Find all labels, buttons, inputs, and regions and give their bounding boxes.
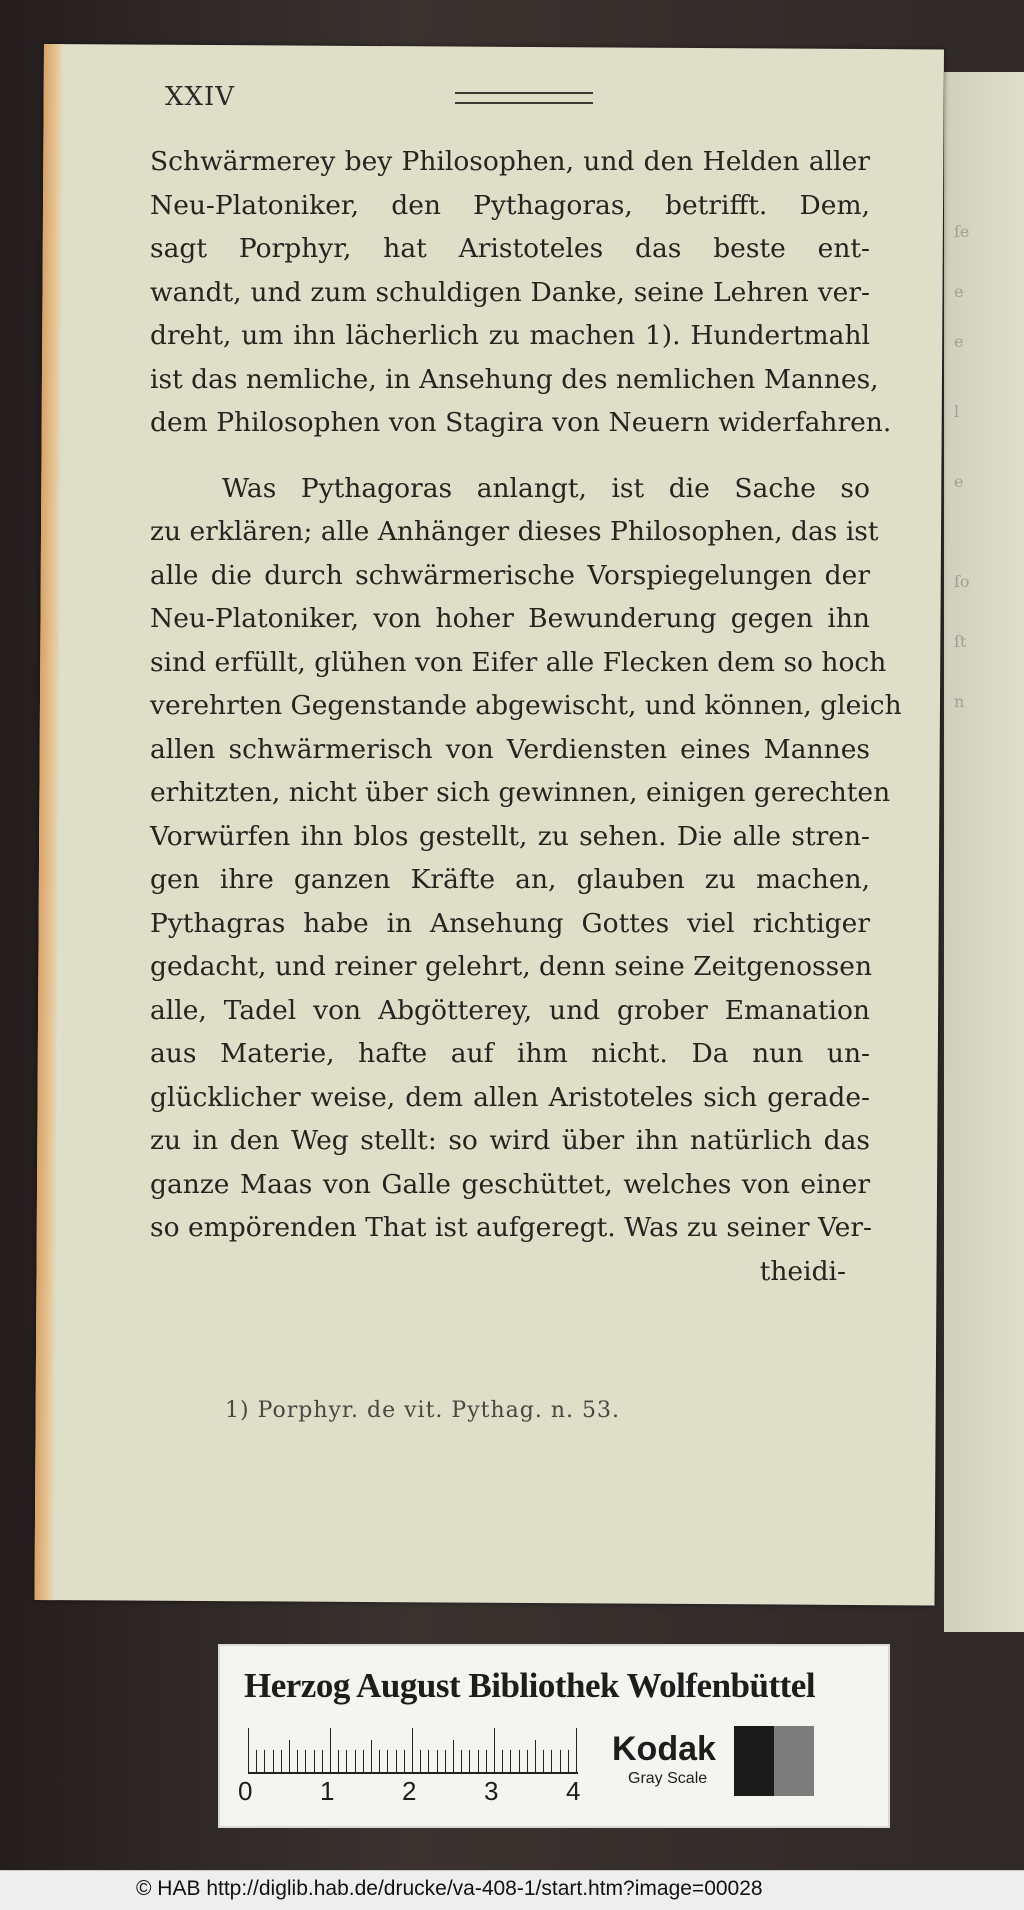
- ruler-tick: [486, 1750, 487, 1772]
- text-line: Schwärmerey bey Philosophen, und den Helden aller: [150, 146, 870, 177]
- ruler-tick: [330, 1728, 331, 1772]
- text-line: ist das nemliche, in Ansehung des nemlichen Mannes,: [150, 363, 879, 395]
- ruler-tick: [551, 1750, 552, 1772]
- header-rule: [455, 92, 593, 104]
- library-name: Herzog August Bibliothek Wolfenbüttel: [244, 1666, 816, 1705]
- text-line: zu in den Weg stellt: so wird über ihn natürlich das: [150, 1125, 870, 1156]
- ruler-tick: [445, 1750, 446, 1772]
- page-number: XXIV: [165, 82, 236, 112]
- ruler-tick: [387, 1750, 388, 1772]
- ruler-tick: [281, 1750, 282, 1772]
- text-line: dem Philosophen von Stagira von Neuern widerfahren.: [150, 407, 892, 438]
- text-line: so empörenden That ist aufgeregt. Was zu seiner Ver-: [150, 1212, 872, 1243]
- ruler-tick: [461, 1750, 462, 1772]
- ruler-tick: [437, 1750, 438, 1772]
- paragraph-2: [150, 467, 902, 1250]
- ruler-tick: [371, 1740, 372, 1772]
- body-text: [150, 140, 902, 1293]
- ruler-label: 4: [566, 1776, 581, 1806]
- text-line: alle, Tadel von Abgötterey, und grober Emanation: [150, 994, 870, 1026]
- text-line: aus Materie, hafte auf ihm nicht. Da nun un-: [150, 1038, 870, 1069]
- footer-bar: [0, 1870, 1024, 1910]
- text-line: allen schwärmerisch von Verdiensten eines Mannes: [150, 733, 870, 765]
- ruler-tick: [576, 1728, 577, 1772]
- gray-scale-label: Gray Scale: [628, 1770, 708, 1787]
- kodak-logo: Kodak: [612, 1730, 716, 1768]
- text-line: Neu-Platoniker, von hoher Bewunderung gegen ihn: [150, 603, 870, 634]
- ruler-tick: [289, 1740, 290, 1772]
- text-line: ganze Maas von Galle geschüttet, welches von einer: [150, 1168, 870, 1200]
- ruler-tick: [396, 1750, 397, 1772]
- text-line: glücklicher weise, dem allen Aristoteles sich gerade-: [150, 1081, 870, 1113]
- text-line: Was Pythagoras anlangt, ist die Sache so: [222, 472, 870, 504]
- ruler-tick: [297, 1750, 298, 1772]
- ruler-tick: [355, 1750, 356, 1772]
- ruler-tick: [535, 1740, 536, 1772]
- text-line: wandt, und zum schuldigen Danke, seine Lehren ver-: [150, 276, 870, 308]
- scale-ruler: [248, 1726, 578, 1774]
- text-line: gen ihre ganzen Kräfte an, glauben zu machen,: [150, 864, 870, 895]
- ruler-tick: [363, 1750, 364, 1772]
- ruler-tick: [322, 1750, 323, 1772]
- text-line: zu erklären; alle Anhänger dieses Philosophen, das ist: [150, 516, 879, 547]
- ruler-tick: [502, 1750, 503, 1772]
- paragraph-1: [150, 140, 892, 445]
- text-line: erhitzten, nicht über sich gewinnen, einigen gerechten: [150, 777, 891, 808]
- ruler-tick: [469, 1750, 470, 1772]
- gray-swatch: [774, 1726, 814, 1796]
- text-line: sind erfüllt, glühen von Eifer alle Flecken dem so hoch: [150, 646, 887, 678]
- ruler-tick: [305, 1750, 306, 1772]
- ruler-label: 1: [320, 1776, 335, 1806]
- text-line: gedacht, und reiner gelehrt, denn seine Zeitgenossen: [150, 951, 873, 982]
- ruler-tick: [428, 1750, 429, 1772]
- ruler-tick: [543, 1750, 544, 1772]
- ruler-tick: [404, 1750, 405, 1772]
- gray-swatch: [814, 1726, 854, 1796]
- text-line: Neu-Platoniker, den Pythagoras, betrifft. Dem,: [150, 189, 870, 221]
- ruler-tick: [256, 1750, 257, 1772]
- ruler-label: 0: [238, 1776, 253, 1806]
- ruler-tick: [478, 1750, 479, 1772]
- color-target-card: [218, 1644, 890, 1828]
- gray-scale-swatches: [734, 1726, 854, 1796]
- ruler-tick: [519, 1750, 520, 1772]
- footnote: 1) Porphyr. de vit. Pythag. n. 53.: [225, 1398, 620, 1423]
- text-line: dreht, um ihn lächerlich zu machen 1). Hundertmahl: [150, 320, 870, 351]
- facing-page-edge: ſe e e l e ſo ſt n: [944, 72, 1024, 1632]
- text-line: Pythagras habe in Ansehung Gottes viel richtiger: [150, 907, 870, 939]
- ruler-tick: [568, 1750, 569, 1772]
- ruler-tick: [264, 1750, 265, 1772]
- ruler-tick: [494, 1728, 495, 1772]
- ruler-tick: [273, 1750, 274, 1772]
- ruler-tick: [346, 1750, 347, 1772]
- catchword: theidi-: [759, 1255, 846, 1287]
- ruler-tick: [453, 1740, 454, 1772]
- copyright-link[interactable]: © HAB http://diglib.hab.de/drucke/va-408-1/start.htm?image=00028: [136, 1877, 763, 1900]
- ruler-label: 3: [484, 1776, 499, 1806]
- ruler-tick: [412, 1728, 413, 1772]
- ruler-tick: [527, 1750, 528, 1772]
- ruler-label: 2: [402, 1776, 417, 1806]
- ruler-tick: [420, 1750, 421, 1772]
- ruler-tick: [510, 1750, 511, 1772]
- text-line: verehrten Gegenstande abgewischt, und können, gleich: [150, 690, 902, 721]
- text-line: alle die durch schwärmerische Vorspiegelungen der: [150, 559, 870, 591]
- ruler-tick: [560, 1750, 561, 1772]
- ruler-tick: [379, 1750, 380, 1772]
- text-line: Vorwürfen ihn blos gestellt, zu sehen. Die alle stren-: [150, 820, 870, 852]
- text-line: sagt Porphyr, hat Aristoteles das beste ent-: [150, 233, 870, 264]
- ruler-tick: [338, 1750, 339, 1772]
- ruler-tick: [248, 1728, 249, 1772]
- ruler-tick: [314, 1750, 315, 1772]
- gray-swatch: [734, 1726, 774, 1796]
